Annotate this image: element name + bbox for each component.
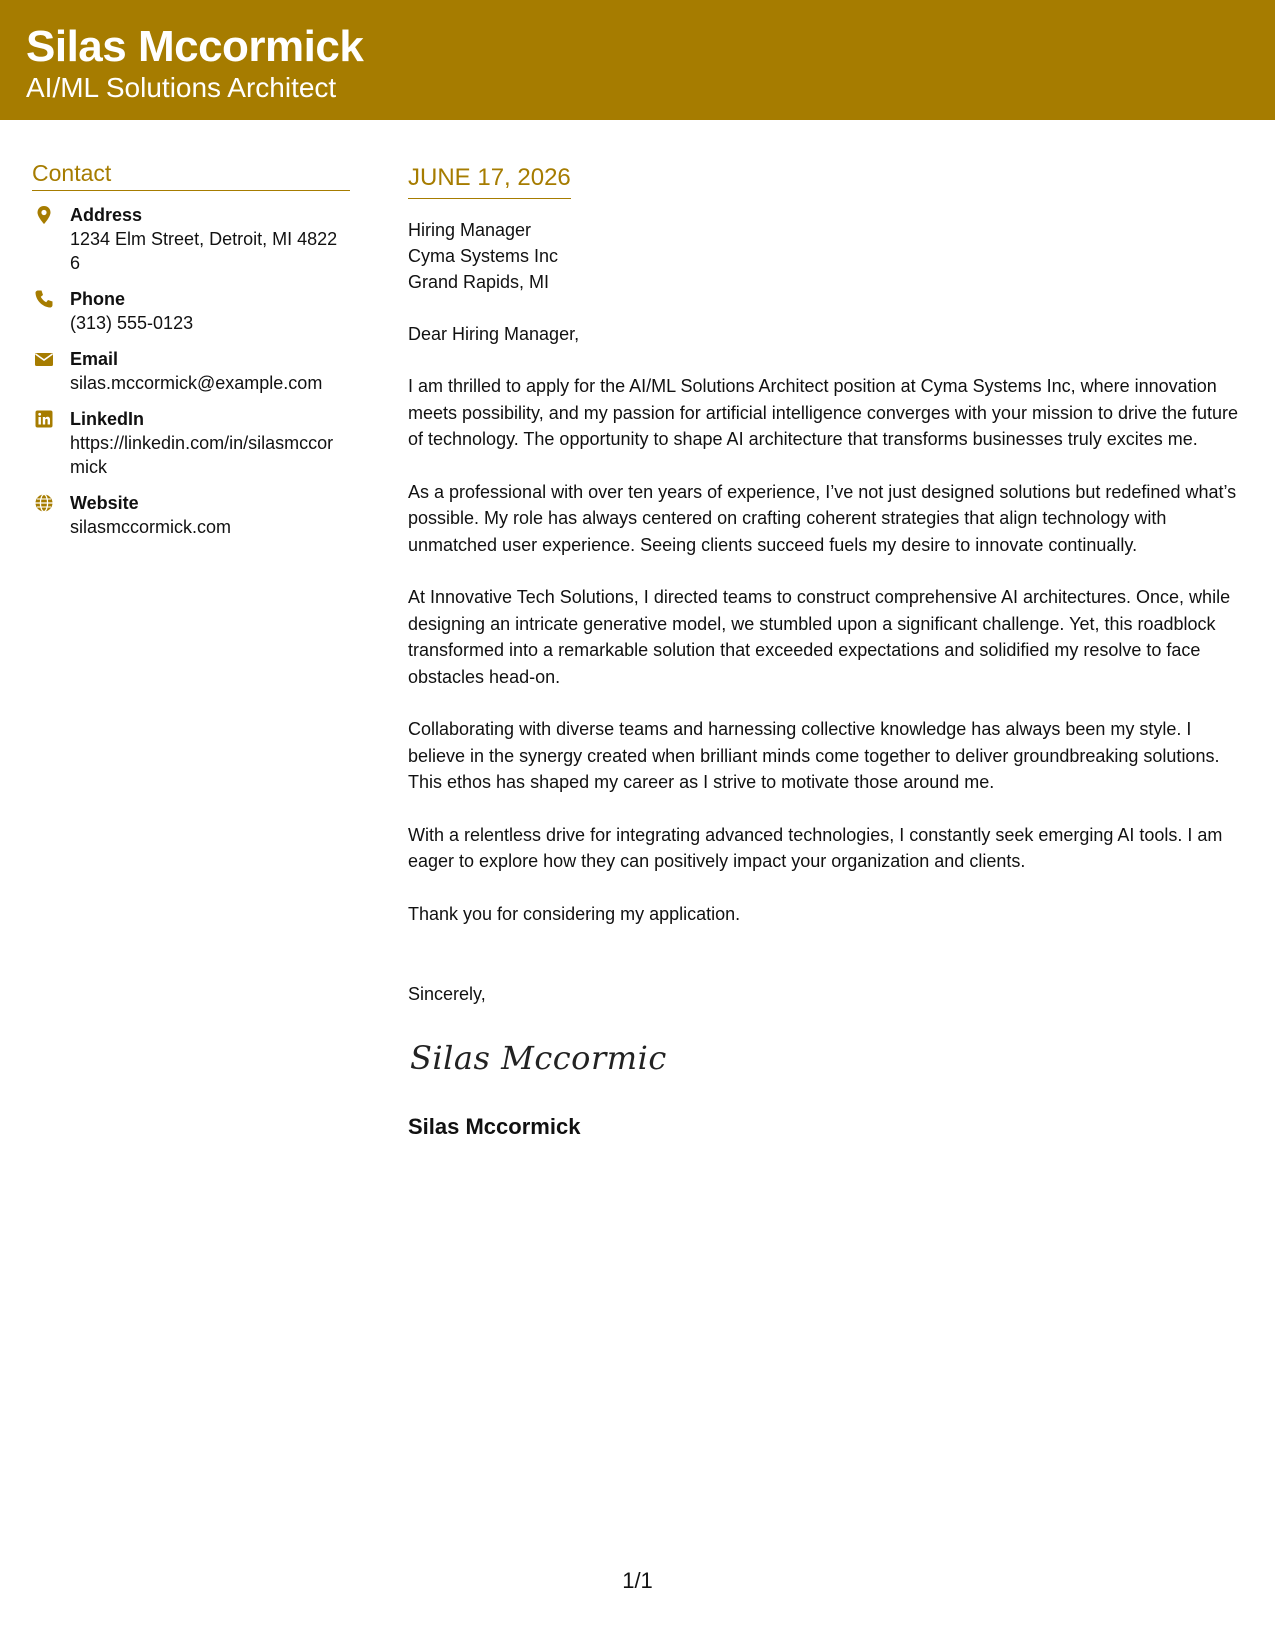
contact-linkedin [32,407,352,479]
signer-name: Silas Mccormick [408,1114,581,1139]
handwritten-signature [408,1033,668,1083]
recipient-block [408,217,1248,295]
letter-paragraph: With a relentless drive for integrating advanced technologies, I constantly seek emerging AI tools. I am eager to explore how they can positively impact your organization and clients. [408,824,1223,871]
applicant-name: Silas Mccormick [26,22,364,71]
letter-paragraph: I am thrilled to apply for the AI/ML Solutions Architect position at Cyma Systems Inc, where innovation meets possibility, and my passion for artificial intelligence converges with your mission to drive the future of technology. The opportunity to shape AI architecture that transforms businesses truly excites me. [408,376,1239,449]
address-label: Address [70,205,143,225]
recipient-location: Grand Rapids, MI [408,272,550,292]
letter-greeting: Dear Hiring Manager, [408,324,580,344]
phone-label: Phone [70,289,126,309]
address-value: 1234 Elm Street, Detroit, MI 48226 [70,229,338,273]
email-label: Email [70,349,119,369]
envelope-icon [34,349,54,369]
page-number: 1/1 [622,1568,653,1593]
email-value: silas.mccormick@example.com [70,373,323,393]
linkedin-value[interactable]: https://linkedin.com/in/silasmccormick [70,433,334,477]
globe-icon [34,493,54,513]
svg-text:Silas Mccormick: Silas Mccormick [410,1039,668,1077]
contact-heading: Contact [32,160,350,191]
letter-paragraph: As a professional with over ten years of experience, I’ve not just designed solutions but redefined what’s possible. My role has always centered on crafting coherent strategies that align technology with unmatched user experience. Seeing clients succeed fuels my desire to innovate continually. [408,481,1237,555]
letter-body [408,164,1248,1140]
applicant-title: AI/ML Solutions Architect [26,72,337,103]
contact-phone [32,287,352,335]
letter-closing: Sincerely, [408,984,486,1004]
recipient-name: Hiring Manager [408,220,532,240]
letter-date: JUNE 17, 2026 [408,164,571,199]
letter-paragraph: At Innovative Tech Solutions, I directed teams to construct comprehensive AI architectures. Once, while designing an intricate generative model, we stumbled upon a significant challenge. Yet, this roadblock transformed into a remarkable solution that exceeded expectations and solidified my resolve to face obstacles head-on. [408,587,1231,687]
recipient-company: Cyma Systems Inc [408,246,559,266]
contact-email [32,347,352,395]
contact-website [32,491,352,539]
linkedin-label: LinkedIn [70,409,145,429]
map-pin-icon [34,205,54,225]
website-label: Website [70,493,139,513]
contact-address [32,203,352,275]
letter-paragraph: Thank you for considering my application. [408,903,741,924]
website-value[interactable]: silasmccormick.com [70,517,232,537]
letter-paragraph: Collaborating with diverse teams and harnessing collective knowledge has always been my style. I believe in the synergy created when brilliant minds come together to deliver groundbreaking solutions. This ethos has shaped my career as I strive to motivate those around me. [408,719,1220,792]
phone-value: (313) 555-0123 [70,313,194,333]
phone-icon [34,289,54,309]
contact-sidebar [32,160,352,539]
header-banner [0,0,1275,120]
linkedin-icon [34,409,54,429]
